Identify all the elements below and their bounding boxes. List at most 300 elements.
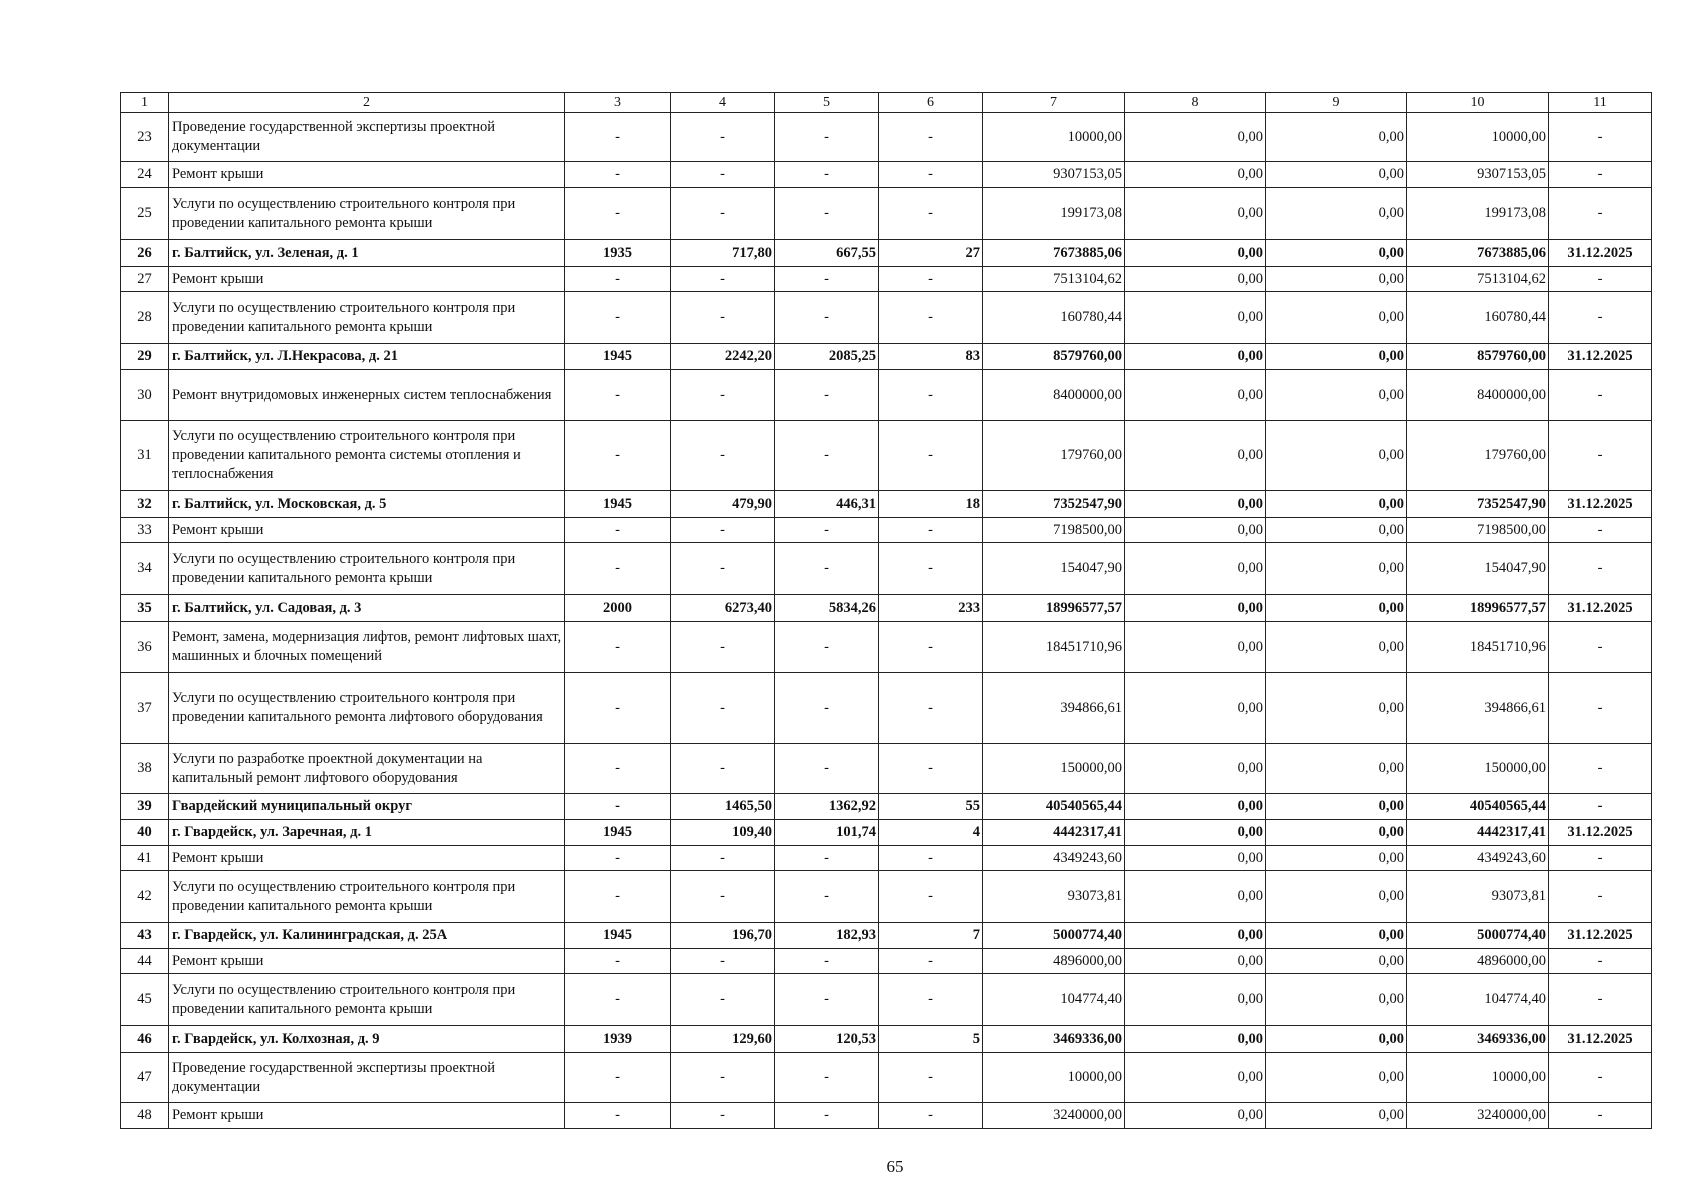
- row-description: Услуги по осуществлению строительного контроля при проведении капитального ремонта лифтового оборудования: [169, 673, 565, 744]
- row-number: 44: [121, 949, 169, 974]
- row-number: 37: [121, 673, 169, 744]
- owner-funds-cell: 5000774,40: [1407, 923, 1549, 949]
- fund-cell: 0,00: [1125, 421, 1266, 491]
- row-number: 29: [121, 344, 169, 370]
- year-cell: 2000: [565, 595, 671, 622]
- area-living-cell: -: [775, 1103, 879, 1129]
- residents-cell: -: [879, 162, 983, 188]
- area-total-cell: -: [671, 370, 775, 421]
- area-total-cell: 196,70: [671, 923, 775, 949]
- column-number: 10: [1407, 93, 1549, 113]
- fund-cell: 0,00: [1125, 871, 1266, 923]
- deadline-cell: 31.12.2025: [1549, 595, 1652, 622]
- row-number: 31: [121, 421, 169, 491]
- column-number: 1: [121, 93, 169, 113]
- row-description: Ремонт внутридомовых инженерных систем теплоснабжения: [169, 370, 565, 421]
- owner-funds-cell: 7198500,00: [1407, 518, 1549, 543]
- fund-cell: 0,00: [1125, 491, 1266, 518]
- owner-funds-cell: 10000,00: [1407, 113, 1549, 162]
- deadline-cell: 31.12.2025: [1549, 240, 1652, 267]
- row-description: Ремонт крыши: [169, 949, 565, 974]
- owner-funds-cell: 3240000,00: [1407, 1103, 1549, 1129]
- owner-funds-cell: 8579760,00: [1407, 344, 1549, 370]
- residents-cell: -: [879, 543, 983, 595]
- residents-cell: 7: [879, 923, 983, 949]
- budget-cell: 0,00: [1266, 162, 1407, 188]
- data-table: [120, 92, 1652, 1129]
- year-cell: -: [565, 794, 671, 820]
- deadline-cell: -: [1549, 673, 1652, 744]
- fund-cell: 0,00: [1125, 974, 1266, 1026]
- row-description: Услуги по осуществлению строительного контроля при проведении капитального ремонта крыши: [169, 188, 565, 240]
- area-total-cell: -: [671, 974, 775, 1026]
- budget-cell: 0,00: [1266, 240, 1407, 267]
- area-total-cell: -: [671, 188, 775, 240]
- year-cell: -: [565, 518, 671, 543]
- area-living-cell: -: [775, 292, 879, 344]
- area-total-cell: 109,40: [671, 820, 775, 846]
- area-living-cell: -: [775, 744, 879, 794]
- owner-funds-cell: 4896000,00: [1407, 949, 1549, 974]
- residents-cell: -: [879, 292, 983, 344]
- deadline-cell: -: [1549, 162, 1652, 188]
- total-cost-cell: 93073,81: [983, 871, 1125, 923]
- budget-cell: 0,00: [1266, 518, 1407, 543]
- residents-cell: -: [879, 673, 983, 744]
- budget-cell: 0,00: [1266, 622, 1407, 673]
- owner-funds-cell: 10000,00: [1407, 1053, 1549, 1103]
- owner-funds-cell: 4349243,60: [1407, 846, 1549, 871]
- table-row-work: [121, 421, 1652, 491]
- owner-funds-cell: 18996577,57: [1407, 595, 1549, 622]
- owner-funds-cell: 4442317,41: [1407, 820, 1549, 846]
- column-number: 2: [169, 93, 565, 113]
- table-row-work: [121, 846, 1652, 871]
- owner-funds-cell: 8400000,00: [1407, 370, 1549, 421]
- table-row-work: [121, 162, 1652, 188]
- row-description: г. Балтийск, ул. Зеленая, д. 1: [169, 240, 565, 267]
- row-number: 46: [121, 1026, 169, 1053]
- row-description: г. Гвардейск, ул. Заречная, д. 1: [169, 820, 565, 846]
- total-cost-cell: 18451710,96: [983, 622, 1125, 673]
- residents-cell: 55: [879, 794, 983, 820]
- year-cell: -: [565, 744, 671, 794]
- deadline-cell: -: [1549, 267, 1652, 292]
- area-living-cell: -: [775, 113, 879, 162]
- residents-cell: -: [879, 370, 983, 421]
- budget-cell: 0,00: [1266, 820, 1407, 846]
- row-number: 28: [121, 292, 169, 344]
- area-living-cell: 1362,92: [775, 794, 879, 820]
- year-cell: 1945: [565, 820, 671, 846]
- area-living-cell: 182,93: [775, 923, 879, 949]
- fund-cell: 0,00: [1125, 518, 1266, 543]
- row-description: г. Балтийск, ул. Московская, д. 5: [169, 491, 565, 518]
- area-total-cell: 717,80: [671, 240, 775, 267]
- fund-cell: 0,00: [1125, 1103, 1266, 1129]
- total-cost-cell: 9307153,05: [983, 162, 1125, 188]
- area-total-cell: -: [671, 162, 775, 188]
- year-cell: 1945: [565, 923, 671, 949]
- row-description: Ремонт крыши: [169, 162, 565, 188]
- budget-cell: 0,00: [1266, 292, 1407, 344]
- table-body: [121, 93, 1652, 1129]
- table-row-address: [121, 794, 1652, 820]
- area-living-cell: 101,74: [775, 820, 879, 846]
- residents-cell: 233: [879, 595, 983, 622]
- area-total-cell: -: [671, 267, 775, 292]
- residents-cell: -: [879, 1103, 983, 1129]
- area-total-cell: 1465,50: [671, 794, 775, 820]
- table-row-work: [121, 267, 1652, 292]
- total-cost-cell: 40540565,44: [983, 794, 1125, 820]
- residents-cell: -: [879, 871, 983, 923]
- total-cost-cell: 154047,90: [983, 543, 1125, 595]
- budget-cell: 0,00: [1266, 595, 1407, 622]
- table-row-work: [121, 292, 1652, 344]
- fund-cell: 0,00: [1125, 113, 1266, 162]
- owner-funds-cell: 179760,00: [1407, 421, 1549, 491]
- table-row-address: [121, 240, 1652, 267]
- page-number: 65: [886, 1157, 904, 1176]
- row-description: Гвардейский муниципальный округ: [169, 794, 565, 820]
- table-row-work: [121, 673, 1652, 744]
- table-row-address: [121, 1026, 1652, 1053]
- area-total-cell: -: [671, 673, 775, 744]
- residents-cell: -: [879, 949, 983, 974]
- deadline-cell: -: [1549, 622, 1652, 673]
- row-number: 43: [121, 923, 169, 949]
- total-cost-cell: 4442317,41: [983, 820, 1125, 846]
- area-living-cell: -: [775, 673, 879, 744]
- fund-cell: 0,00: [1125, 744, 1266, 794]
- residents-cell: 18: [879, 491, 983, 518]
- budget-cell: 0,00: [1266, 871, 1407, 923]
- deadline-cell: 31.12.2025: [1549, 344, 1652, 370]
- owner-funds-cell: 199173,08: [1407, 188, 1549, 240]
- year-cell: -: [565, 949, 671, 974]
- fund-cell: 0,00: [1125, 188, 1266, 240]
- column-number: 6: [879, 93, 983, 113]
- row-description: г. Гвардейск, ул. Калининградская, д. 25А: [169, 923, 565, 949]
- total-cost-cell: 10000,00: [983, 1053, 1125, 1103]
- fund-cell: 0,00: [1125, 292, 1266, 344]
- total-cost-cell: 7198500,00: [983, 518, 1125, 543]
- table-row-work: [121, 974, 1652, 1026]
- row-number: 47: [121, 1053, 169, 1103]
- residents-cell: 27: [879, 240, 983, 267]
- row-number: 34: [121, 543, 169, 595]
- column-number: 7: [983, 93, 1125, 113]
- residents-cell: -: [879, 518, 983, 543]
- deadline-cell: -: [1549, 794, 1652, 820]
- year-cell: -: [565, 113, 671, 162]
- total-cost-cell: 394866,61: [983, 673, 1125, 744]
- budget-cell: 0,00: [1266, 923, 1407, 949]
- row-number: 30: [121, 370, 169, 421]
- deadline-cell: -: [1549, 871, 1652, 923]
- owner-funds-cell: 9307153,05: [1407, 162, 1549, 188]
- row-description: Услуги по разработке проектной документации на капитальный ремонт лифтового оборудования: [169, 744, 565, 794]
- budget-cell: 0,00: [1266, 974, 1407, 1026]
- area-total-cell: 6273,40: [671, 595, 775, 622]
- budget-cell: 0,00: [1266, 949, 1407, 974]
- deadline-cell: -: [1549, 974, 1652, 1026]
- row-number: 33: [121, 518, 169, 543]
- deadline-cell: -: [1549, 518, 1652, 543]
- row-description: Ремонт, замена, модернизация лифтов, ремонт лифтовых шахт, машинных и блочных помещений: [169, 622, 565, 673]
- deadline-cell: 31.12.2025: [1549, 1026, 1652, 1053]
- row-description: Проведение государственной экспертизы проектной документации: [169, 113, 565, 162]
- year-cell: 1939: [565, 1026, 671, 1053]
- column-number: 11: [1549, 93, 1652, 113]
- row-number: 32: [121, 491, 169, 518]
- row-number: 42: [121, 871, 169, 923]
- residents-cell: -: [879, 622, 983, 673]
- fund-cell: 0,00: [1125, 240, 1266, 267]
- year-cell: -: [565, 673, 671, 744]
- row-description: Ремонт крыши: [169, 267, 565, 292]
- year-cell: -: [565, 871, 671, 923]
- total-cost-cell: 3240000,00: [983, 1103, 1125, 1129]
- total-cost-cell: 4896000,00: [983, 949, 1125, 974]
- year-cell: 1945: [565, 491, 671, 518]
- residents-cell: -: [879, 188, 983, 240]
- row-description: Услуги по осуществлению строительного контроля при проведении капитального ремонта системы отопления и теплоснабжения: [169, 421, 565, 491]
- area-total-cell: -: [671, 871, 775, 923]
- row-number: 25: [121, 188, 169, 240]
- table-row-work: [121, 871, 1652, 923]
- budget-cell: 0,00: [1266, 744, 1407, 794]
- area-living-cell: -: [775, 846, 879, 871]
- budget-cell: 0,00: [1266, 794, 1407, 820]
- table-row-work: [121, 1103, 1652, 1129]
- owner-funds-cell: 93073,81: [1407, 871, 1549, 923]
- row-description: Услуги по осуществлению строительного контроля при проведении капитального ремонта крыши: [169, 543, 565, 595]
- residents-cell: -: [879, 846, 983, 871]
- total-cost-cell: 5000774,40: [983, 923, 1125, 949]
- year-cell: 1945: [565, 344, 671, 370]
- row-number: 40: [121, 820, 169, 846]
- residents-cell: 83: [879, 344, 983, 370]
- table-row-address: [121, 923, 1652, 949]
- area-living-cell: -: [775, 622, 879, 673]
- total-cost-cell: 104774,40: [983, 974, 1125, 1026]
- row-description: Проведение государственной экспертизы проектной документации: [169, 1053, 565, 1103]
- table-row-work: [121, 113, 1652, 162]
- row-description: Услуги по осуществлению строительного контроля при проведении капитального ремонта крыши: [169, 871, 565, 923]
- fund-cell: 0,00: [1125, 949, 1266, 974]
- area-living-cell: 2085,25: [775, 344, 879, 370]
- column-number: 8: [1125, 93, 1266, 113]
- table-row-work: [121, 949, 1652, 974]
- owner-funds-cell: 7673885,06: [1407, 240, 1549, 267]
- column-number: 5: [775, 93, 879, 113]
- area-total-cell: -: [671, 421, 775, 491]
- deadline-cell: 31.12.2025: [1549, 923, 1652, 949]
- area-total-cell: -: [671, 622, 775, 673]
- deadline-cell: -: [1549, 113, 1652, 162]
- owner-funds-cell: 104774,40: [1407, 974, 1549, 1026]
- table-row-address: [121, 491, 1652, 518]
- deadline-cell: 31.12.2025: [1549, 820, 1652, 846]
- deadline-cell: -: [1549, 292, 1652, 344]
- deadline-cell: -: [1549, 188, 1652, 240]
- column-number-row: [121, 93, 1652, 113]
- fund-cell: 0,00: [1125, 923, 1266, 949]
- area-living-cell: -: [775, 162, 879, 188]
- budget-cell: 0,00: [1266, 846, 1407, 871]
- area-living-cell: -: [775, 370, 879, 421]
- fund-cell: 0,00: [1125, 267, 1266, 292]
- table-row-work: [121, 622, 1652, 673]
- budget-cell: 0,00: [1266, 1053, 1407, 1103]
- budget-cell: 0,00: [1266, 491, 1407, 518]
- owner-funds-cell: 150000,00: [1407, 744, 1549, 794]
- year-cell: -: [565, 1103, 671, 1129]
- row-description: Ремонт крыши: [169, 518, 565, 543]
- table-row-work: [121, 370, 1652, 421]
- fund-cell: 0,00: [1125, 673, 1266, 744]
- area-living-cell: 5834,26: [775, 595, 879, 622]
- residents-cell: 4: [879, 820, 983, 846]
- owner-funds-cell: 7513104,62: [1407, 267, 1549, 292]
- deadline-cell: -: [1549, 1103, 1652, 1129]
- total-cost-cell: 8579760,00: [983, 344, 1125, 370]
- row-number: 38: [121, 744, 169, 794]
- area-living-cell: 667,55: [775, 240, 879, 267]
- table-row-work: [121, 543, 1652, 595]
- row-description: Ремонт крыши: [169, 1103, 565, 1129]
- total-cost-cell: 10000,00: [983, 113, 1125, 162]
- budget-cell: 0,00: [1266, 267, 1407, 292]
- owner-funds-cell: 3469336,00: [1407, 1026, 1549, 1053]
- budget-cell: 0,00: [1266, 113, 1407, 162]
- row-number: 26: [121, 240, 169, 267]
- deadline-cell: -: [1549, 370, 1652, 421]
- row-description: г. Балтийск, ул. Л.Некрасова, д. 21: [169, 344, 565, 370]
- deadline-cell: 31.12.2025: [1549, 491, 1652, 518]
- fund-cell: 0,00: [1125, 543, 1266, 595]
- total-cost-cell: 18996577,57: [983, 595, 1125, 622]
- row-number: 35: [121, 595, 169, 622]
- area-living-cell: -: [775, 267, 879, 292]
- area-living-cell: -: [775, 543, 879, 595]
- deadline-cell: -: [1549, 543, 1652, 595]
- year-cell: 1935: [565, 240, 671, 267]
- area-total-cell: 129,60: [671, 1026, 775, 1053]
- total-cost-cell: 7673885,06: [983, 240, 1125, 267]
- area-total-cell: -: [671, 518, 775, 543]
- row-number: 24: [121, 162, 169, 188]
- table-row-work: [121, 188, 1652, 240]
- area-total-cell: 2242,20: [671, 344, 775, 370]
- area-living-cell: -: [775, 949, 879, 974]
- row-number: 48: [121, 1103, 169, 1129]
- row-number: 39: [121, 794, 169, 820]
- area-living-cell: 120,53: [775, 1026, 879, 1053]
- total-cost-cell: 8400000,00: [983, 370, 1125, 421]
- area-total-cell: -: [671, 744, 775, 794]
- total-cost-cell: 179760,00: [983, 421, 1125, 491]
- area-living-cell: -: [775, 1053, 879, 1103]
- area-living-cell: -: [775, 871, 879, 923]
- area-total-cell: 479,90: [671, 491, 775, 518]
- residents-cell: -: [879, 1053, 983, 1103]
- row-description: Ремонт крыши: [169, 846, 565, 871]
- deadline-cell: -: [1549, 744, 1652, 794]
- year-cell: -: [565, 292, 671, 344]
- area-total-cell: -: [671, 1103, 775, 1129]
- budget-cell: 0,00: [1266, 543, 1407, 595]
- row-number: 41: [121, 846, 169, 871]
- area-living-cell: -: [775, 421, 879, 491]
- year-cell: -: [565, 543, 671, 595]
- row-description: г. Балтийск, ул. Садовая, д. 3: [169, 595, 565, 622]
- row-description: Услуги по осуществлению строительного контроля при проведении капитального ремонта крыши: [169, 292, 565, 344]
- fund-cell: 0,00: [1125, 846, 1266, 871]
- area-total-cell: -: [671, 949, 775, 974]
- owner-funds-cell: 160780,44: [1407, 292, 1549, 344]
- residents-cell: 5: [879, 1026, 983, 1053]
- owner-funds-cell: 154047,90: [1407, 543, 1549, 595]
- fund-cell: 0,00: [1125, 370, 1266, 421]
- total-cost-cell: 160780,44: [983, 292, 1125, 344]
- deadline-cell: -: [1549, 421, 1652, 491]
- budget-cell: 0,00: [1266, 673, 1407, 744]
- column-number: 4: [671, 93, 775, 113]
- area-total-cell: -: [671, 292, 775, 344]
- deadline-cell: -: [1549, 949, 1652, 974]
- total-cost-cell: 150000,00: [983, 744, 1125, 794]
- budget-cell: 0,00: [1266, 188, 1407, 240]
- year-cell: -: [565, 622, 671, 673]
- residents-cell: -: [879, 744, 983, 794]
- deadline-cell: -: [1549, 1053, 1652, 1103]
- year-cell: -: [565, 846, 671, 871]
- year-cell: -: [565, 421, 671, 491]
- budget-cell: 0,00: [1266, 1026, 1407, 1053]
- budget-cell: 0,00: [1266, 421, 1407, 491]
- budget-cell: 0,00: [1266, 344, 1407, 370]
- owner-funds-cell: 7352547,90: [1407, 491, 1549, 518]
- area-living-cell: -: [775, 518, 879, 543]
- residents-cell: -: [879, 267, 983, 292]
- table-row-address: [121, 344, 1652, 370]
- owner-funds-cell: 394866,61: [1407, 673, 1549, 744]
- row-number: 27: [121, 267, 169, 292]
- year-cell: -: [565, 267, 671, 292]
- area-living-cell: -: [775, 974, 879, 1026]
- residents-cell: -: [879, 974, 983, 1026]
- total-cost-cell: 3469336,00: [983, 1026, 1125, 1053]
- fund-cell: 0,00: [1125, 622, 1266, 673]
- fund-cell: 0,00: [1125, 820, 1266, 846]
- table-row-work: [121, 518, 1652, 543]
- row-number: 36: [121, 622, 169, 673]
- area-total-cell: -: [671, 846, 775, 871]
- fund-cell: 0,00: [1125, 595, 1266, 622]
- residents-cell: -: [879, 421, 983, 491]
- fund-cell: 0,00: [1125, 344, 1266, 370]
- area-living-cell: -: [775, 188, 879, 240]
- year-cell: -: [565, 974, 671, 1026]
- row-number: 23: [121, 113, 169, 162]
- row-description: Услуги по осуществлению строительного контроля при проведении капитального ремонта крыши: [169, 974, 565, 1026]
- area-total-cell: -: [671, 543, 775, 595]
- total-cost-cell: 7513104,62: [983, 267, 1125, 292]
- year-cell: -: [565, 188, 671, 240]
